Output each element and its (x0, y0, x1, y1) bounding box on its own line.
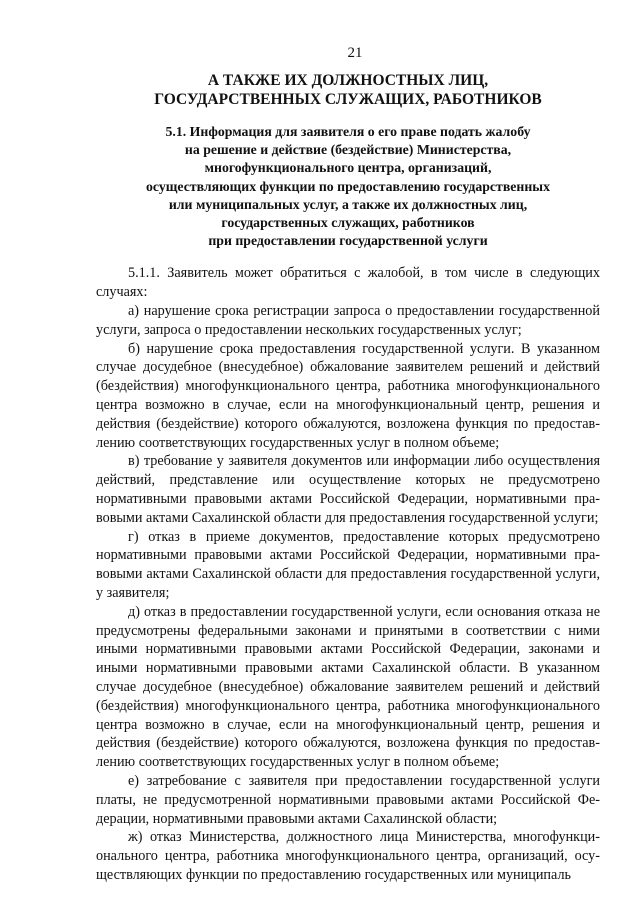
paragraph-item-g: г) отказ в приеме документов, предоставление которых предусмотрено нормативными правовыми актами Российской Федерации, нормативными правовыми актами Сахалинской области для предоставления государственной услуги, у заявителя; (96, 528, 600, 601)
paragraph-item-v: в) требование у заявителя документов или информации либо осуществления действий, представление или осуществление которых не предусмотрено нормативными правовыми актами Российской Федерации, нормативными правовыми актами Сахалинской области для предоставления государственной услуги; (96, 453, 600, 526)
section-heading-line: ГОСУДАРСТВЕННЫХ СЛУЖАЩИХ, РАБОТНИКОВ (154, 91, 542, 108)
paragraph-item-a: а) нарушение срока регистрации запроса о предоставлении государственной услуги, запроса о предоставлении нескольких государственных услуг; (96, 303, 600, 338)
subsection-heading-line: при предоставлении государственной услуги (208, 233, 488, 249)
section-heading-line: А ТАКЖЕ ИХ ДОЛЖНОСТНЫХ ЛИЦ, (207, 72, 489, 89)
subsection-heading (96, 123, 600, 250)
paragraph-item-b: б) нарушение срока предоставления государственной услуги. В указанном случае досудебное (внесудебное) обжалование заявителем решений и действий (бездействия) многофункционального центра, работника многофункционального центра возможно в случае, если на многофункциональный центр, решения и действия (бездействие) которого обжалуются, возложена функция по предоставлению соответствующих государственных услуг в полном объеме; (96, 340, 600, 451)
subsection-heading-line: многофункционального центра, организаций, (204, 160, 492, 176)
subsection-heading-line: на решение и действие (бездействие) Министерства, (184, 142, 512, 158)
subsection-heading-line: 5.1. Информация для заявителя о его праве подать жалобу (165, 124, 531, 139)
paragraph-item-zh: ж) отказ Министерства, должностного лица Министерства, многофункционального центра, работника многофункционального центра, организаций, осуществляющих функции по предоставлению государственных или муниципаль (96, 829, 600, 883)
page-number: 21 (347, 45, 363, 61)
paragraph-item-e: е) затребование с заявителя при предоставлении государственной услуги платы, не предусмотренной нормативными правовыми актами Российской Федерации, нормативными правовыми актами Сахалинской области; (96, 772, 600, 827)
section-heading (96, 71, 600, 109)
body-text (96, 264, 600, 884)
subsection-heading-line: государственных служащих, работников (221, 215, 475, 231)
subsection-heading-line: осуществляющих функции по предоставлению государственных (146, 178, 550, 194)
paragraph-item-d: д) отказ в предоставлении государственной услуги, если основания отказа не предусмотрены федеральными законами и принятыми в соответствии с ними иными нормативными правовыми актами Российской Федерации, законами и иными нормативными правовыми актами Сахалинской области. В указанном случае досудебное (внесудебное) обжалование заявителем решений и действий (бездействия) многофункционального центра, работника многофункционального центра возможно в случае, если на многофункциональный центр, решения и действия (бездействие) которого обжалуются, возложена функция по предоставлению соответствующих государственных услуг в полном объеме; (96, 603, 600, 771)
paragraph-5-1-1: 5.1.1. Заявитель может обратиться с жалобой, в том числе в следующих случаях: (96, 265, 600, 301)
subsection-heading-line: или муниципальных услуг, а также их должностных лиц, (168, 196, 528, 212)
